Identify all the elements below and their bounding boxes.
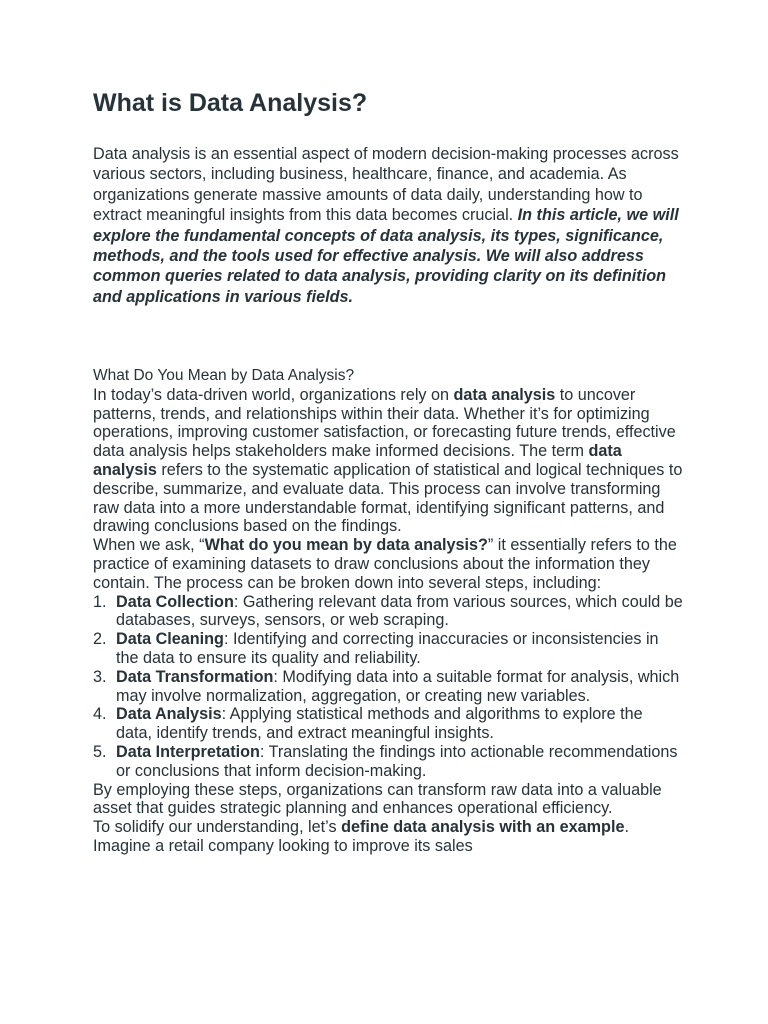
bold-term: data analysis [453,385,556,404]
text-run: to uncover patterns, trends, and relationships within their data. Whether it’s for optimizing operations, improving customer satisfaction, or forecasting future trends, effective data analysis helps stakeholders make informed decisions. The term [93,385,676,461]
bold-term: define data analysis with an example [341,818,625,837]
paragraph-4 [93,818,683,856]
intro-text: Data analysis is an essential aspect of modern decision-making processes across various sectors, including business, healthcare, finance, and academia. As organizations generate massive amounts of data daily, understanding how to extract meaningful insights from this data becomes crucial. [93,145,679,225]
page-title: What is Data Analysis? [93,89,368,117]
paragraph-1 [93,386,683,536]
step-description: : Modifying data into a suitable format for analysis, which may involve normalization, aggregation, or creating new variables. [116,667,680,705]
text-run: . Imagine a retail company looking to improve its sales [93,818,629,855]
step-term: Data Transformation [116,667,274,686]
step-description: : Applying statistical methods and algorithms to explore the data, identify trends, and extract meaningful insights. [116,705,643,743]
paragraph-2 [93,536,683,592]
list-item [93,668,683,706]
step-term: Data Cleaning [116,630,224,649]
step-description: : Identifying and correcting inaccuracies or inconsistencies in the data to ensure its quality and reliability. [116,630,659,667]
list-number: 5. [93,742,107,761]
intro-emphasis: In this article, we will explore the fundamental concepts of data analysis, its types, significance, methods, and the tools used for effective analysis. We will also address common queries related to data analysis, providing clarity on its definition and applications in various fields. [93,206,679,306]
section-heading: What Do You Mean by Data Analysis? [93,367,355,384]
text-run: ” it essentially refers to the practice of examining datasets to draw conclusions about the information they contain. The process can be broken down into several steps, including: [93,536,677,592]
list-item [93,630,683,668]
text-run: In today’s data-driven world, organizations rely on [93,385,454,404]
list-item [93,743,683,781]
text-run: refers to the systematic application of statistical and logical techniques to describe, summarize, and evaluate data. This process can involve transforming raw data into a more understandable format, identifying significant patterns, and drawing conclusions based on the findings. [93,460,683,536]
step-term: Data Analysis [116,705,222,724]
text-run: To solidify our understanding, let’s [93,818,342,837]
intro-paragraph [93,144,683,307]
paragraph-3: By employing these steps, organizations can transform raw data into a valuable asset that guides strategic planning and enhances operational efficiency. [93,780,662,818]
list-number: 1. [93,592,107,611]
bold-term: What do you mean by data analysis? [204,536,488,555]
step-description: : Gathering relevant data from various sources, which could be databases, surveys, sensors, or web scraping. [116,592,683,630]
bold-term: data analysis [93,442,622,479]
section-what-is-data-analysis [93,367,683,856]
list-item [93,705,683,743]
step-term: Data Interpretation [116,742,260,761]
step-term: Data Collection [116,592,234,611]
list-number: 2. [93,630,107,649]
steps-list [93,593,683,781]
text-run: When we ask, “ [93,536,205,555]
list-number: 3. [93,667,107,686]
list-item [93,593,683,631]
step-description: : Translating the findings into actionable recommendations or conclusions that inform decision-making. [116,742,678,780]
list-number: 4. [93,705,107,724]
